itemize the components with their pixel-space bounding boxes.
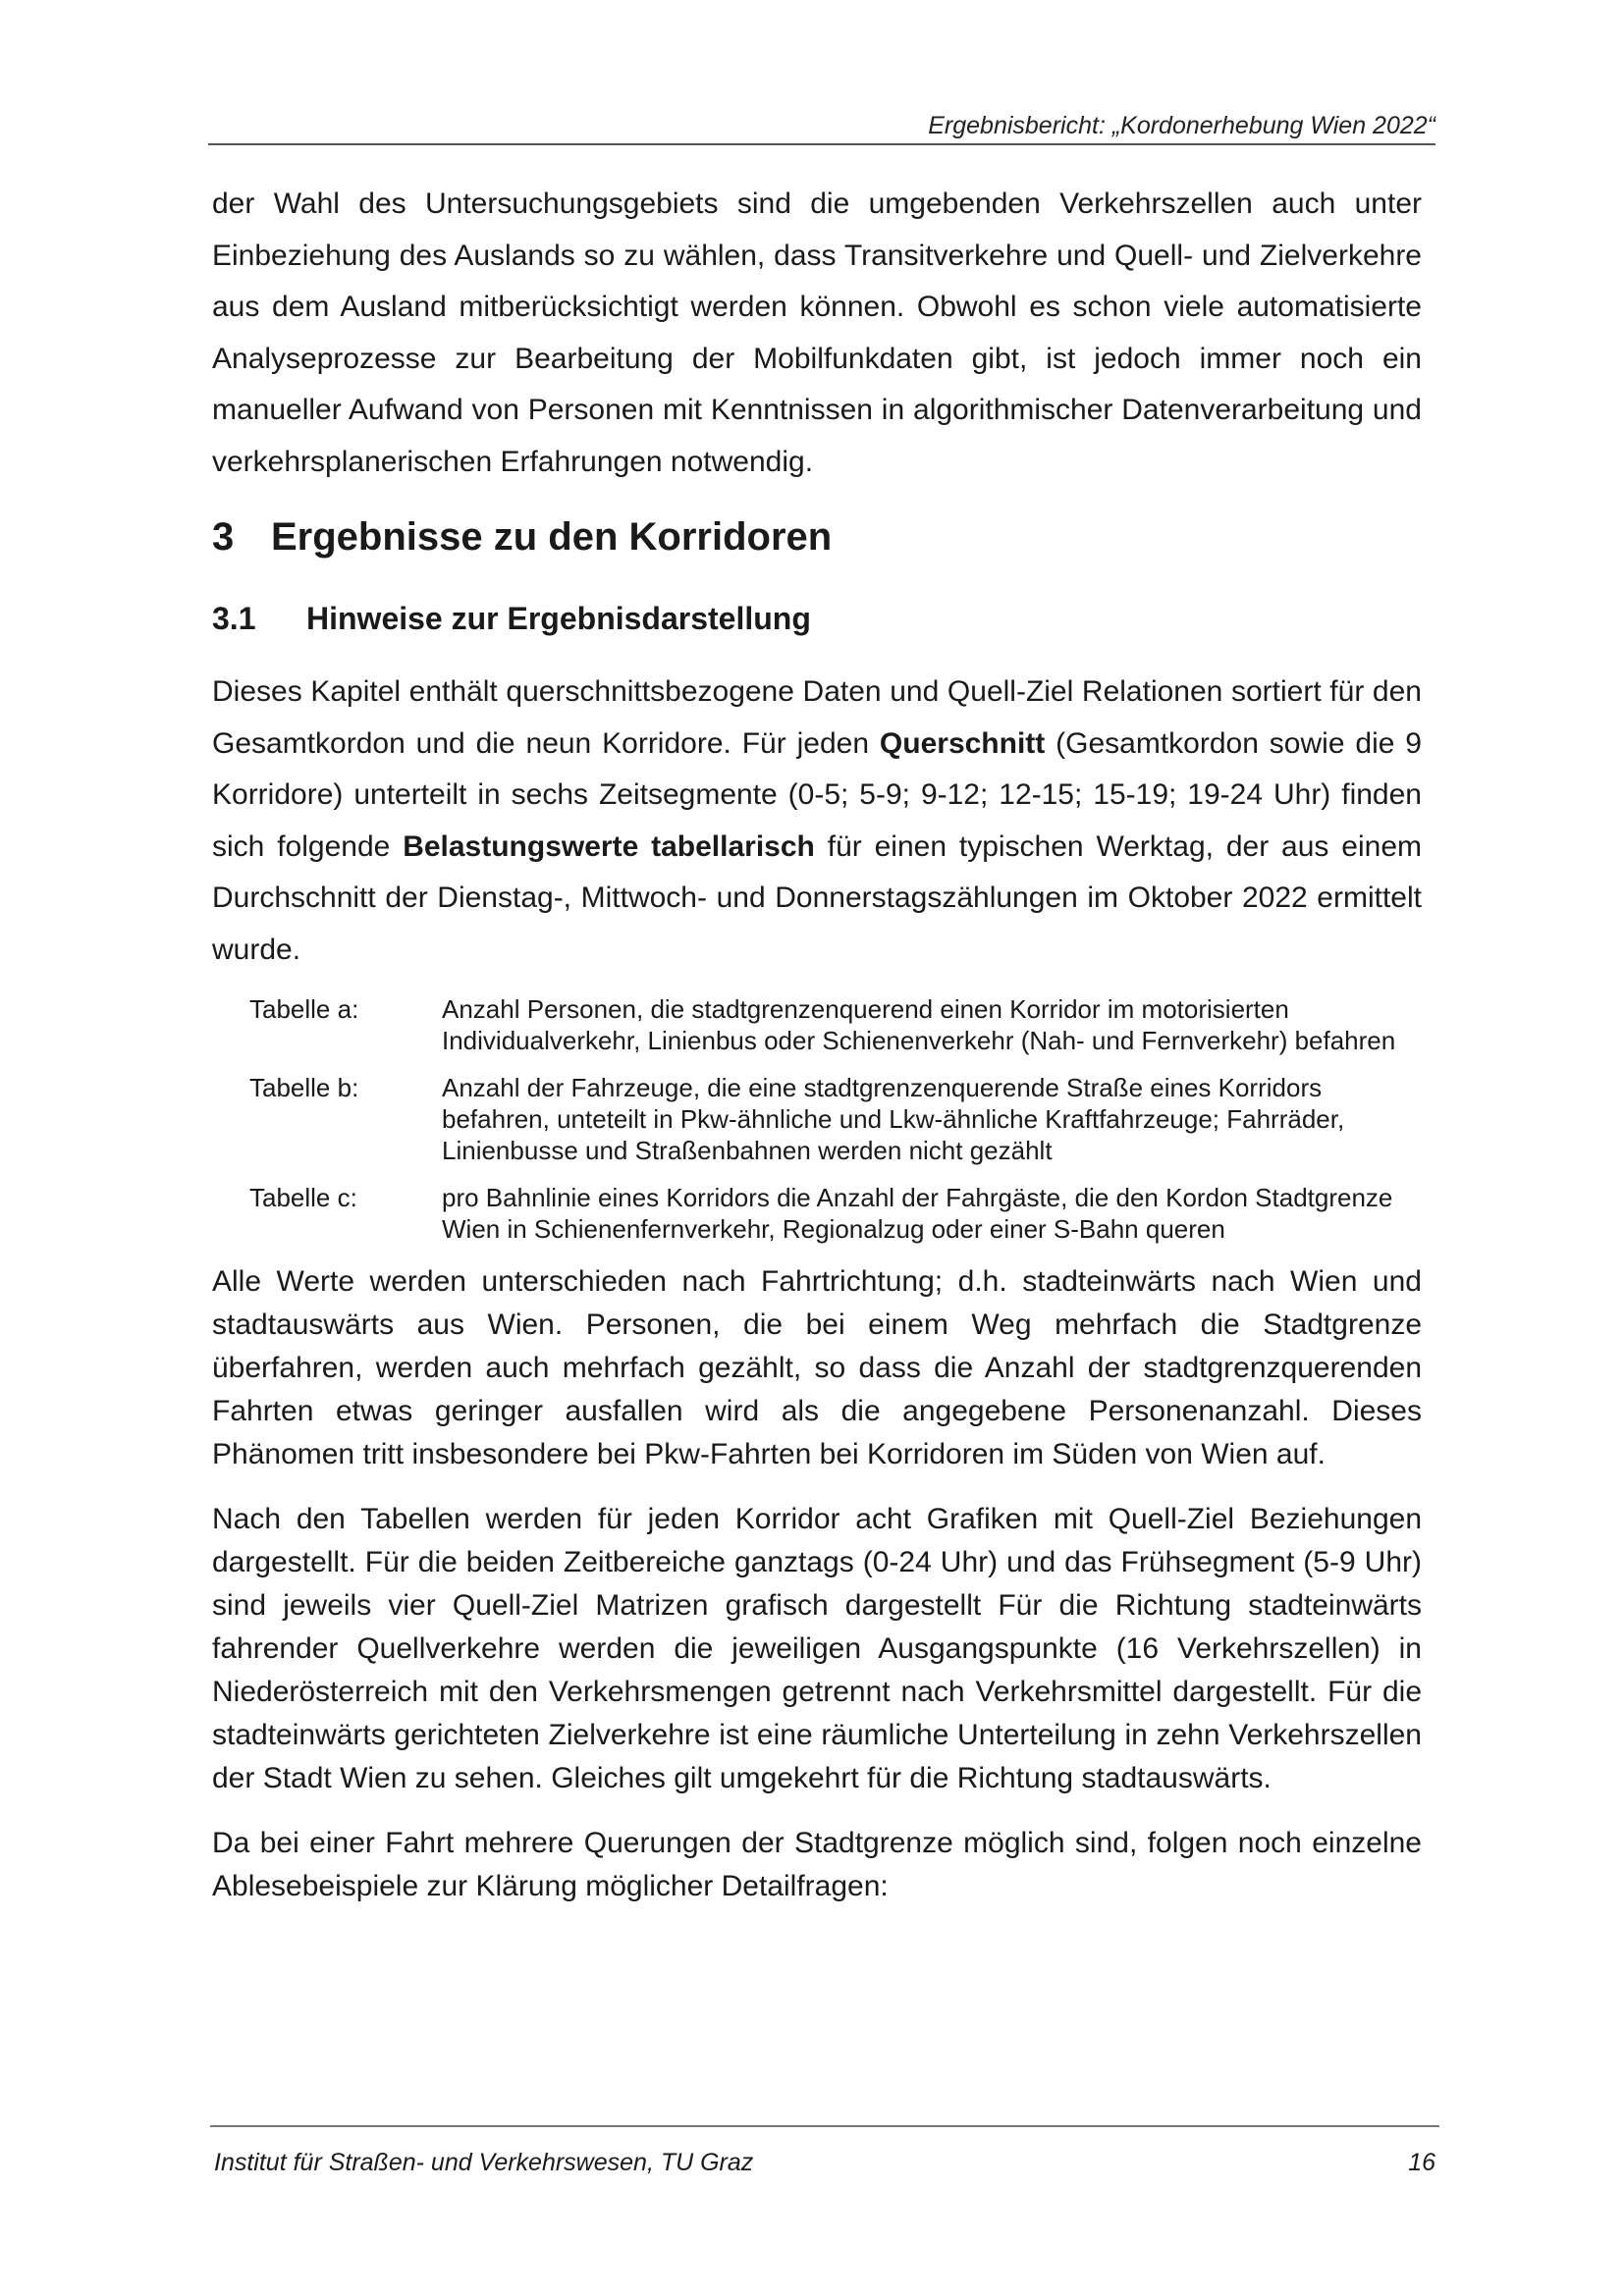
hinweise-bold-belastungswerte: Belastungswerte tabellarisch [403, 829, 815, 863]
page-number: 16 [1408, 2149, 1435, 2176]
fahrt-paragraph: Da bei einer Fahrt mehrere Querungen der Stadtgrenze möglich sind, folgen noch einzelne Ablesebeispiele zur Klärung möglicher Detailfragen: [212, 1827, 1422, 1902]
table-description-row [249, 1182, 1422, 1245]
hinweise-bold-querschnitt: Querschnitt [879, 726, 1046, 760]
page-content [212, 179, 1422, 1908]
hinweise-text-2: (Gesamtkordon sowie die 9 Korridore) unterteilt in sechs Zeitsegmente (0-5; 5-9; 9-12; 12-15; 15-19; 19-24 Uhr) finden sich folgende [212, 726, 1422, 863]
subsection-heading [212, 601, 1422, 637]
hinweise-paragraph [212, 667, 1422, 976]
intro-paragraph: der Wahl des Untersuchungsgebiets sind die umgebenden Verkehrszellen auch unter Einbeziehung des Auslands so zu wählen, dass Transitverkehre und Quell- und Zielverkehre aus dem Ausland mitberücksichtigt werden können. Obwohl es schon viele automatisierte Analyseprozesse zur Bearbeitung der Mobilfunkdaten gibt, ist jedoch immer noch ein manueller Aufwand von Personen mit Kenntnissen in algorithmischer Datenverarbeitung und verkehrsplanerischen Erfahrungen notwendig. [212, 187, 1422, 478]
header-title: Ergebnisbericht: „Kordonerhebung Wien 2022“ [928, 112, 1435, 139]
table-label: Tabelle a: [249, 994, 359, 1024]
subsection-title: Hinweise zur Ergebnisdarstellung [306, 601, 811, 636]
subsection-number: 3.1 [212, 601, 256, 636]
table-descriptions [249, 993, 1422, 1245]
table-description: Anzahl Personen, die stadtgrenzenquerend einen Korridor im motorisierten Individualverkehr, Linienbus oder Schienenverkehr (Nah- und Fernverkehr) befahren [442, 994, 1396, 1055]
werte-paragraph: Alle Werte werden unterschieden nach Fahrtrichtung; d.h. stadteinwärts nach Wien und stadtauswärts aus Wien. Personen, die bei einem Weg mehrfach die Stadtgrenze überfahren, werden auch mehrfach gezählt, so dass die Anzahl der stadtgrenzquerenden Fahrten etwas geringer ausfallen wird als die angegebene Personenanzahl. Dieses Phänomen tritt insbesondere bei Pkw-Fahrten bei Korridoren im Süden von Wien auf. [212, 1265, 1422, 1470]
footer-institute: Institut für Straßen- und Verkehrswesen, TU Graz [214, 2149, 754, 2176]
table-description: pro Bahnlinie eines Korridors die Anzahl der Fahrgäste, die den Kordon Stadtgrenze Wien in Schienenfernverkehr, Regionalzug oder einer S-Bahn queren [442, 1183, 1393, 1244]
page-footer [210, 2125, 1439, 2176]
table-description-row [249, 1072, 1422, 1166]
table-description-row [249, 993, 1422, 1056]
grafiken-paragraph: Nach den Tabellen werden für jeden Korridor acht Grafiken mit Quell-Ziel Beziehungen dargestellt. Für die beiden Zeitbereiche ganztags (0-24 Uhr) und das Frühsegment (5-9 Uhr) sind jeweils vier Quell-Ziel Matrizen grafisch dargestellt Für die Richtung stadteinwärts fahrender Quellverkehre werden die jeweiligen Ausgangspunkte (16 Verkehrszellen) in Niederösterreich mit den Verkehrsmengen getrennt nach Verkehrsmittel dargestellt. Für die stadteinwärts gerichteten Zielverkehre ist eine räumliche Unterteilung in zehn Verkehrszellen der Stadt Wien zu sehen. Gleiches gilt umgekehrt für die Richtung stadtauswärts. [212, 1503, 1422, 1794]
hinweise-text-3: für einen typischen Werktag, der aus einem Durchschnitt der Dienstag-, Mittwoch- und Donnerstagszählungen im Oktober 2022 ermittelt wurde. [212, 829, 1422, 966]
table-label: Tabelle b: [249, 1073, 359, 1102]
table-description: Anzahl der Fahrzeuge, die eine stadtgrenzenquerende Straße eines Korridors befahren, unteteilt in Pkw-ähnliche und Lkw-ähnliche Kraftfahrzeuge; Fahrräder, Linienbusse und Straßenbahnen werden nicht gezählt [442, 1073, 1345, 1165]
page-header [208, 108, 1435, 145]
section-heading [212, 515, 1422, 560]
hinweise-text-1: Dieses Kapitel enthält querschnittsbezogene Daten und Quell-Ziel Relationen sortiert für den Gesamtkordon und die neun Korridore. Für jeden [212, 675, 1422, 760]
table-label: Tabelle c: [249, 1183, 357, 1212]
section-number: 3 [212, 515, 235, 559]
section-title: Ergebnisse zu den Korridoren [271, 515, 833, 559]
